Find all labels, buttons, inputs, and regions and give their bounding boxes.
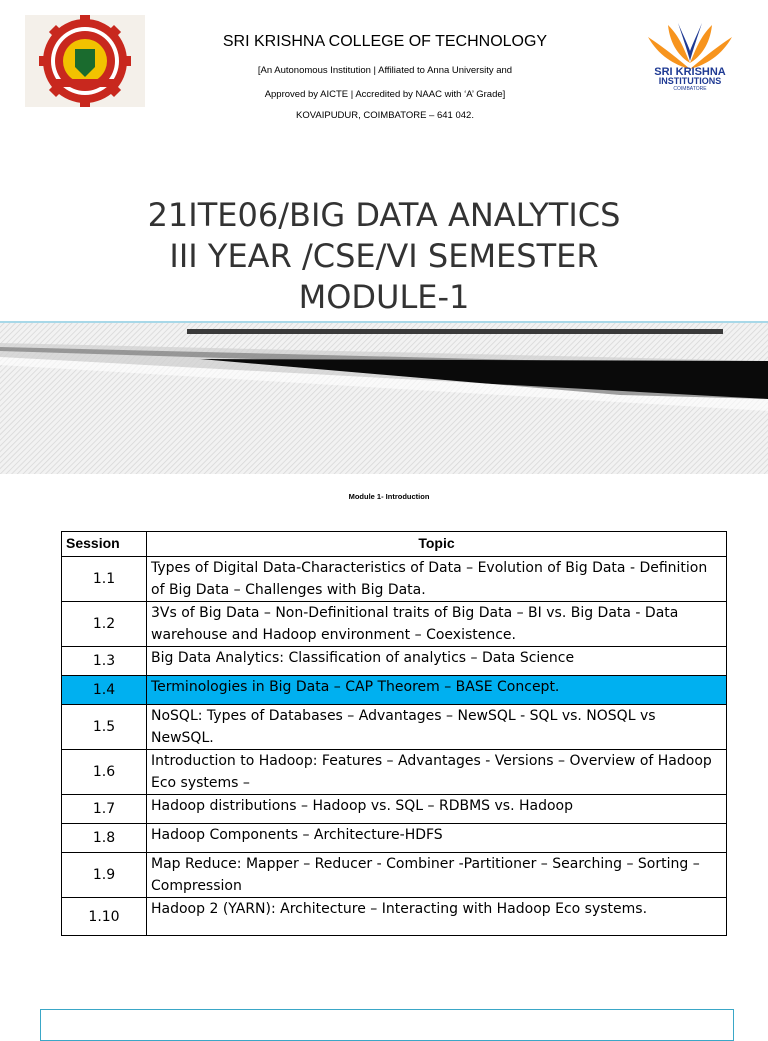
topic-cell: NoSQL: Types of Databases – Advantages – NewSQL - SQL vs. NOSQL vs NewSQL. xyxy=(147,705,727,750)
topic-cell: Terminologies in Big Data – CAP Theorem – BASE Concept. xyxy=(147,676,727,705)
session-cell: 1.4 xyxy=(62,676,147,705)
address-line: KOVAIPUDUR, COIMBATORE – 641 042. xyxy=(296,110,474,121)
topic-cell: Hadoop Components – Architecture-HDFS xyxy=(147,824,727,853)
table-row xyxy=(62,750,727,795)
table-row xyxy=(62,705,727,750)
table-row-highlighted xyxy=(62,676,727,705)
accreditation-line: Approved by AICTE | Accredited by NAAC with ‘A’ Grade] xyxy=(264,89,506,100)
session-cell: 1.2 xyxy=(62,602,147,647)
table-row xyxy=(62,824,727,853)
topic-cell: Hadoop distributions – Hadoop vs. SQL – RDBMS vs. Hadoop xyxy=(147,795,727,824)
session-cell: 1.7 xyxy=(62,795,147,824)
course-title xyxy=(0,195,768,318)
session-cell: 1.3 xyxy=(62,647,147,676)
year-semester: III YEAR /CSE/VI SEMESTER xyxy=(169,237,599,275)
table-row xyxy=(62,647,727,676)
topic-cell: Hadoop 2 (YARN): Architecture – Interacting with Hadoop Eco systems. xyxy=(147,898,727,936)
table-row xyxy=(62,853,727,898)
topic-cell: Map Reduce: Mapper – Reducer - Combiner -Partitioner – Searching – Sorting – Compression xyxy=(147,853,727,898)
table-row xyxy=(62,795,727,824)
session-cell: 1.5 xyxy=(62,705,147,750)
college-name: SRI KRISHNA COLLEGE OF TECHNOLOGY xyxy=(222,33,548,50)
session-table xyxy=(61,531,727,936)
institutions-logo xyxy=(640,15,740,95)
title-rule xyxy=(187,329,723,334)
logo-text-3: COIMBATORE xyxy=(673,86,707,92)
table-row xyxy=(62,602,727,647)
table-header-row xyxy=(62,532,727,557)
header-topic: Topic xyxy=(147,532,727,557)
logo-text-2: INSTITUTIONS xyxy=(658,76,722,86)
logo-text-1: SRI KRISHNA xyxy=(654,66,726,78)
affiliation-line: [An Autonomous Institution | Affiliated to Anna University and xyxy=(257,65,513,76)
session-cell: 1.8 xyxy=(62,824,147,853)
session-cell: 1.6 xyxy=(62,750,147,795)
topic-cell: 3Vs of Big Data – Non-Definitional traits of Big Data – BI vs. Big Data - Data warehouse and Hadoop environment – Coexistence. xyxy=(147,602,727,647)
session-cell: 1.9 xyxy=(62,853,147,898)
bottom-frame xyxy=(40,1009,734,1041)
table-row xyxy=(62,557,727,602)
table-row xyxy=(62,898,727,936)
module-label: Module 1- Introduction xyxy=(348,492,430,501)
session-cell: 1.10 xyxy=(62,898,147,936)
topic-cell: Introduction to Hadoop: Features – Advantages - Versions – Overview of Hadoop Eco systems – xyxy=(147,750,727,795)
college-seal-logo xyxy=(25,15,145,107)
session-cell: 1.1 xyxy=(62,557,147,602)
module-title: MODULE-1 xyxy=(298,278,470,316)
course-code-title: 21ITE06/BIG DATA ANALYTICS xyxy=(147,196,621,234)
topic-cell: Big Data Analytics: Classification of analytics – Data Science xyxy=(147,647,727,676)
topic-cell: Types of Digital Data-Characteristics of Data – Evolution of Big Data - Definition of Big Data – Challenges with Big Data. xyxy=(147,557,727,602)
header-session: Session xyxy=(62,532,147,557)
decorative-band xyxy=(0,321,768,474)
